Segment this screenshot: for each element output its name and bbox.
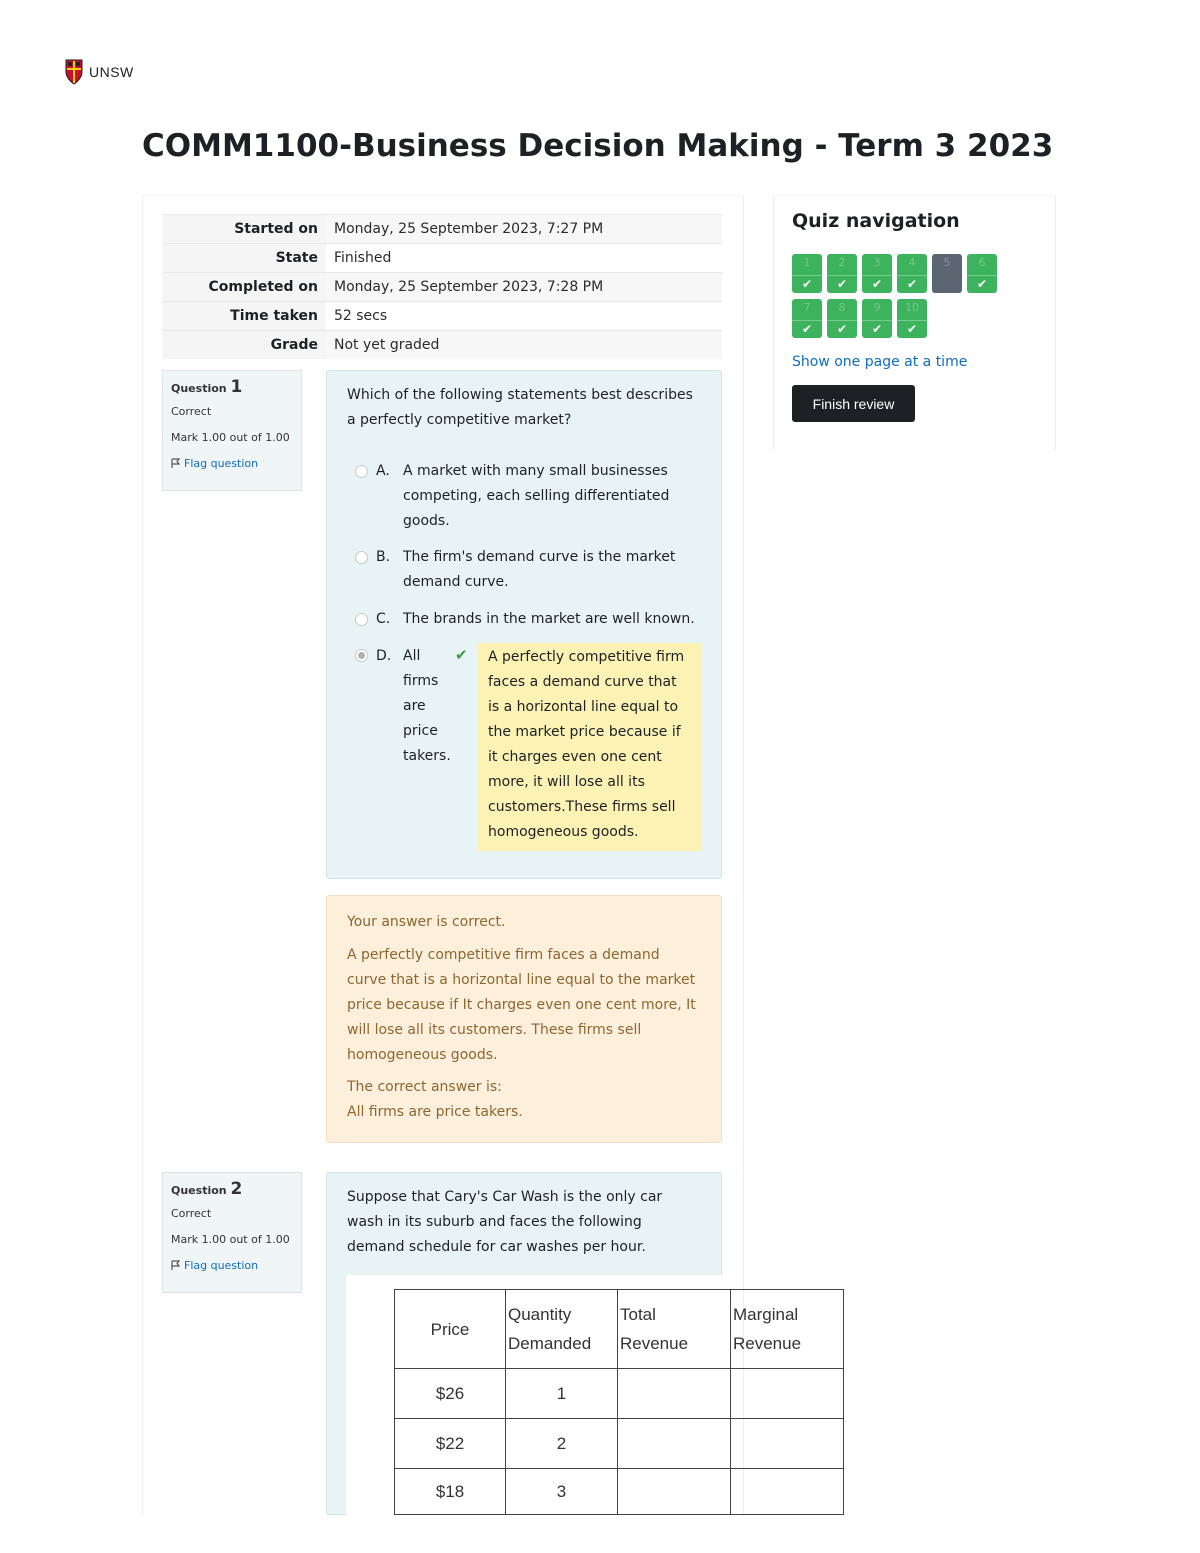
nav-button-number: 5: [943, 256, 951, 269]
table-cell: $26: [395, 1369, 506, 1419]
nav-button-number: 7: [803, 301, 811, 314]
question-number: [171, 1179, 293, 1199]
logo-text: UNSW: [89, 64, 134, 80]
course-title: COMM1100-Business Decision Making - Term 3 2023: [142, 128, 1054, 164]
table-cell: [618, 1369, 731, 1419]
right-answer: All firms are price takers.: [347, 1104, 523, 1120]
quiz-nav-button-2[interactable]: [827, 254, 857, 293]
nav-button-number: 4: [908, 256, 916, 269]
question-number-value: 1: [230, 377, 243, 397]
check-icon: ✔: [792, 320, 822, 338]
check-icon: ✔: [897, 275, 927, 293]
radio-b[interactable]: [355, 551, 368, 564]
table-row: [395, 1419, 844, 1469]
nav-button-number: 3: [873, 256, 881, 269]
table-cell: [618, 1469, 731, 1515]
summary-label: Grade: [162, 331, 326, 360]
check-icon: ✔: [862, 275, 892, 293]
table-cell: 1: [506, 1369, 618, 1419]
outcome-status: Your answer is correct.: [347, 914, 506, 930]
question-mark: Mark 1.00 out of 1.00: [171, 431, 290, 444]
flag-question-link[interactable]: [171, 1259, 293, 1272]
question-1-info: [162, 370, 302, 491]
radio-d-selected[interactable]: [355, 649, 368, 662]
option-letter: B.: [376, 549, 391, 565]
option-text: A market with many small businesses competing, each selling differentiated goods.: [403, 463, 670, 529]
question-text: Which of the following statements best describes a perfectly competitive market?: [347, 387, 693, 428]
quiz-nav-button-1[interactable]: [792, 254, 822, 293]
summary-row: [162, 273, 722, 302]
column-header: Total Revenue: [618, 1290, 731, 1369]
summary-label: State: [162, 244, 326, 273]
demand-schedule-table: [394, 1289, 844, 1515]
summary-label: Time taken: [162, 302, 326, 331]
quiz-navigation-title: Quiz navigation: [792, 210, 960, 232]
quiz-nav-button-9[interactable]: [862, 299, 892, 338]
table-cell: $18: [395, 1469, 506, 1515]
correct-check-icon: ✔: [455, 646, 468, 664]
summary-label: Completed on: [162, 273, 326, 302]
question-state: Correct: [171, 405, 212, 418]
table-header-row: [395, 1290, 844, 1369]
flag-question-label: Flag question: [184, 1259, 259, 1272]
check-icon: ✔: [897, 320, 927, 338]
show-one-page-link[interactable]: Show one page at a time: [792, 354, 968, 370]
option-letter: C.: [376, 611, 391, 627]
nav-button-number: 1: [803, 256, 811, 269]
right-answer-label: The correct answer is:: [347, 1079, 502, 1095]
unsw-logo[interactable]: [64, 56, 144, 88]
table-cell: 3: [506, 1469, 618, 1515]
summary-value: Not yet graded: [326, 331, 722, 360]
flag-icon: [171, 1260, 180, 1271]
flag-question-label: Flag question: [184, 457, 259, 470]
table-cell: $22: [395, 1419, 506, 1469]
table-cell: [731, 1469, 844, 1515]
option-letter: D.: [376, 648, 392, 664]
nav-button-number: 6: [978, 256, 986, 269]
question-mark: Mark 1.00 out of 1.00: [171, 1233, 290, 1246]
column-header: Marginal Revenue: [731, 1290, 844, 1369]
summary-value: Monday, 25 September 2023, 7:28 PM: [326, 273, 722, 302]
radio-c[interactable]: [355, 613, 368, 626]
question-number-value: 2: [230, 1179, 243, 1199]
specific-feedback: A perfectly competitive firm faces a demand curve that is a horizontal line equal to the market price because if it charges even one cent more, it will lose all its customers.These firms sell homogeneous goods.: [478, 643, 701, 851]
summary-row: [162, 215, 722, 244]
quiz-nav-button-4[interactable]: [897, 254, 927, 293]
table-cell: [731, 1419, 844, 1469]
column-header: Price: [395, 1290, 506, 1369]
question-label: Question: [171, 1184, 227, 1197]
quiz-nav-button-7[interactable]: [792, 299, 822, 338]
finish-review-button[interactable]: Finish review: [792, 385, 915, 422]
quiz-nav-button-5[interactable]: [932, 254, 962, 293]
summary-value: Finished: [326, 244, 722, 273]
column-header: Quantity Demanded: [506, 1290, 618, 1369]
summary-value: 52 secs: [326, 302, 722, 331]
option-text: All firms are price takers.: [403, 648, 451, 764]
summary-row: [162, 244, 722, 273]
table-row: [395, 1469, 844, 1515]
flag-question-link[interactable]: [171, 457, 293, 470]
quiz-nav-button-3[interactable]: [862, 254, 892, 293]
question-text: Suppose that Cary's Car Wash is the only car wash in its suburb and faces the following demand schedule for car washes per hour.: [347, 1189, 663, 1255]
table-cell: [618, 1419, 731, 1469]
table-row: [395, 1369, 844, 1419]
nav-button-number: 2: [838, 256, 846, 269]
question-label: Question: [171, 382, 227, 395]
radio-a[interactable]: [355, 465, 368, 478]
option-letter: A.: [376, 463, 390, 479]
option-text: The brands in the market are well known.: [403, 611, 695, 627]
question-state: Correct: [171, 1207, 212, 1220]
question-number: [171, 377, 293, 397]
check-icon: ✔: [967, 275, 997, 293]
quiz-nav-button-8[interactable]: [827, 299, 857, 338]
nav-button-number: 10: [905, 301, 919, 314]
check-icon: ✔: [827, 320, 857, 338]
question-2-info: [162, 1172, 302, 1293]
flag-icon: [171, 458, 180, 469]
nav-button-number: 8: [838, 301, 846, 314]
summary-label: Started on: [162, 215, 326, 244]
table-cell: [731, 1369, 844, 1419]
table-cell: 2: [506, 1419, 618, 1469]
option-text: The firm's demand curve is the market demand curve.: [403, 549, 676, 590]
check-icon: ✔: [792, 275, 822, 293]
general-feedback: A perfectly competitive firm faces a demand curve that is a horizontal line equal to the market price because if It charges even one cent more, It will lose all its customers. These firms sell homogeneous goods.: [347, 947, 696, 1063]
summary-row: [162, 331, 722, 360]
check-icon: ✔: [862, 320, 892, 338]
quiz-nav-button-6[interactable]: [967, 254, 997, 293]
unsw-crest-icon: [64, 58, 84, 86]
summary-value: Monday, 25 September 2023, 7:27 PM: [326, 215, 722, 244]
check-icon: ✔: [827, 275, 857, 293]
quiz-nav-button-10[interactable]: [897, 299, 927, 338]
nav-button-number: 9: [873, 301, 881, 314]
attempt-summary: [162, 214, 722, 359]
question-1-outcome: [326, 895, 722, 1143]
summary-row: [162, 302, 722, 331]
